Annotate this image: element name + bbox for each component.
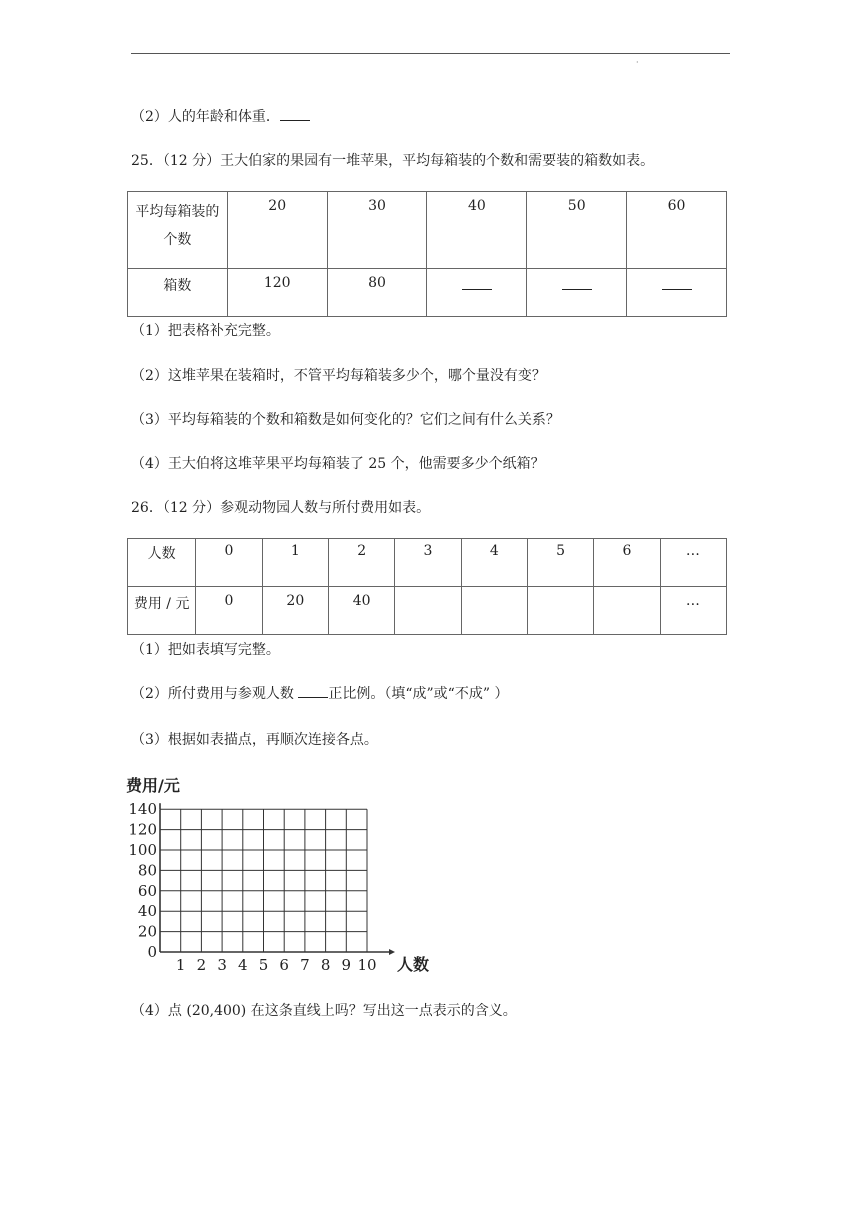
table-header-cell: 费用 / 元 (128, 587, 196, 635)
x-tick-label: 1 (175, 956, 186, 974)
q25-title: 25．（12 分）王大伯家的果园有一堆苹果，平均每箱装的个数和需要装的箱数如表。 (131, 153, 655, 169)
y-tick-label: 80 (137, 861, 157, 880)
q25-sub2: （2）这堆苹果在装箱时，不管平均每箱装多少个，哪个量没有变？ (131, 368, 546, 384)
answer-blank[interactable] (298, 685, 328, 698)
table-cell: 50 (527, 192, 627, 269)
table-cell: 6 (594, 539, 660, 587)
q24-sub2 (131, 106, 310, 126)
q26-table (127, 538, 727, 635)
x-tick-label: 4 (238, 956, 248, 974)
header-dot: · (636, 58, 639, 67)
y-tick-label: 0 (147, 943, 157, 961)
table-cell-empty[interactable] (395, 587, 461, 635)
y-tick-label: 120 (128, 820, 157, 839)
table-cell-empty[interactable] (594, 587, 660, 635)
table-cell-empty[interactable] (461, 587, 527, 635)
table-cell (427, 269, 527, 317)
y-tick-label: 20 (137, 922, 157, 941)
x-axis-label: 人数 (397, 955, 430, 974)
table-cell (627, 269, 727, 317)
table-cell (527, 269, 627, 317)
y-tick-label: 140 (128, 800, 157, 819)
table-cell: 5 (527, 539, 593, 587)
q26-sub2-text-b: 正比例。（填“成”或“不成” ） (328, 686, 509, 702)
table-cell-empty[interactable] (527, 587, 593, 635)
x-tick-label: 2 (196, 956, 207, 974)
table-cell: 80 (327, 269, 427, 317)
q26-sub2 (131, 683, 508, 703)
x-tick-label: 6 (279, 956, 289, 974)
x-tick-label: 7 (300, 956, 310, 974)
table-cell: 120 (227, 269, 327, 317)
y-tick-label: 60 (137, 881, 157, 900)
table-header-cell (128, 192, 228, 269)
table-cell: 0 (196, 539, 262, 587)
table-cell: 3 (395, 539, 461, 587)
q26-sub1: （1）把如表填写完整。 (131, 642, 280, 658)
answer-blank[interactable] (562, 289, 592, 290)
table-cell: 1 (262, 539, 328, 587)
table-header-cell: 人数 (128, 539, 196, 587)
x-tick-label: 8 (320, 956, 331, 974)
q25-sub4: （4）王大伯将这堆苹果平均每箱装了 25 个，他需要多少个纸箱？ (131, 456, 545, 472)
table-cell: 20 (262, 587, 328, 635)
x-tick-label: 3 (217, 956, 227, 974)
q25-sub1: （1）把表格补充完整。 (131, 323, 280, 339)
y-axis-label: 费用/元 (126, 776, 180, 795)
answer-blank[interactable] (662, 289, 692, 290)
x-tick-label: 9 (341, 956, 352, 974)
table-cell: … (660, 539, 726, 587)
table-cell: … (660, 587, 726, 635)
table-cell: 0 (196, 587, 262, 635)
table-cell: 40 (427, 192, 527, 269)
q26-sub4: （4）点 (20,400) 在这条直线上吗？写出这一点表示的含义。 (131, 1003, 517, 1019)
x-tick-label: 10 (357, 956, 377, 974)
q26-sub3: （3）根据如表描点，再顺次连接各点。 (131, 732, 378, 748)
q26-sub2-text-a: （2）所付费用与参观人数 (131, 686, 299, 702)
header-rule (131, 53, 730, 54)
q26-title: 26．（12 分）参观动物园人数与所付费用如表。 (131, 500, 431, 516)
x-tick-label: 5 (258, 956, 269, 974)
header-line-b: 个数 (163, 232, 192, 248)
table-row (128, 192, 727, 269)
header-line-a: 平均每箱装的 (135, 204, 220, 220)
table-row (128, 539, 727, 587)
table-row (128, 587, 727, 635)
x-axis-arrow (389, 949, 395, 955)
q24-sub2-text: （2）人的年龄和体重． (131, 109, 280, 125)
q25-table (127, 191, 727, 317)
table-cell: 4 (461, 539, 527, 587)
answer-blank[interactable] (280, 108, 310, 121)
table-header-cell: 箱数 (128, 269, 228, 317)
answer-blank[interactable] (462, 289, 492, 290)
grid-chart[interactable] (118, 770, 438, 975)
table-cell: 2 (328, 539, 394, 587)
table-row (128, 269, 727, 317)
table-cell: 40 (328, 587, 394, 635)
q25-sub3: （3）平均每箱装的个数和箱数是如何变化的？它们之间有什么关系？ (131, 412, 560, 428)
y-tick-label: 40 (137, 902, 157, 921)
table-cell: 60 (627, 192, 727, 269)
y-tick-label: 100 (128, 841, 157, 859)
table-cell: 30 (327, 192, 427, 269)
table-cell: 20 (227, 192, 327, 269)
